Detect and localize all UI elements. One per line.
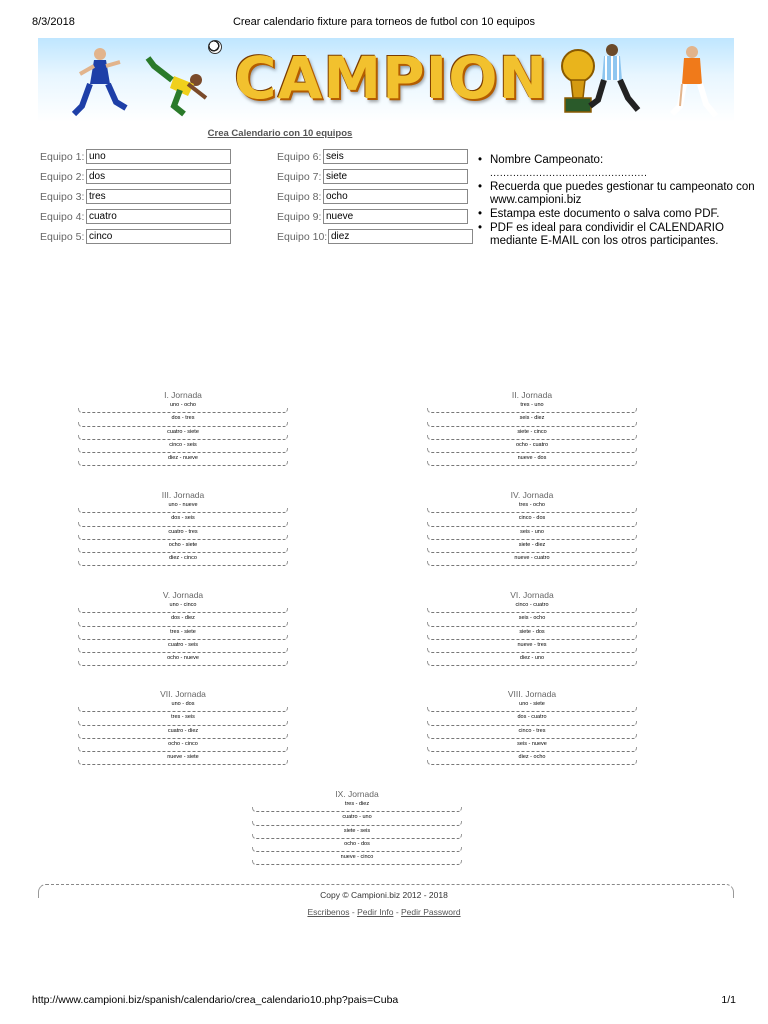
match-row: tres - ocho <box>427 501 637 514</box>
pedir-password-link[interactable]: Pedir Password <box>401 907 461 917</box>
match-row: cuatro - siete <box>78 428 288 441</box>
team-label: Equipo 9: <box>277 211 322 223</box>
match-row: siete - diez <box>427 541 637 554</box>
team-label: Equipo 8: <box>277 191 322 203</box>
team-7-input[interactable] <box>323 169 468 184</box>
team-label: Equipo 10: <box>277 231 328 243</box>
match-row: dos - seis <box>78 514 288 527</box>
print-footer <box>32 994 736 1008</box>
match-row: seis - uno <box>427 528 637 541</box>
team-10-input[interactable] <box>328 229 473 244</box>
match-row: uno - dos <box>78 700 288 713</box>
team-label: Equipo 6: <box>277 151 322 163</box>
match-row: nueve - cuatro <box>427 554 637 567</box>
team-label: Equipo 4: <box>40 211 85 223</box>
match-row: dos - tres <box>78 414 288 427</box>
footer-links <box>0 907 768 917</box>
jornada-1 <box>78 389 288 467</box>
match-row: tres - seis <box>78 713 288 726</box>
player-argentina-illustration <box>578 40 648 120</box>
jornada-title: II. Jornada <box>511 390 553 400</box>
jornada-title: V. Jornada <box>162 590 204 600</box>
match-row: diez - nueve <box>78 454 288 467</box>
info-item: • Estampa este documento o salva como PDF. <box>478 208 768 221</box>
team-row <box>277 229 477 245</box>
team-row <box>277 169 477 185</box>
match-row: tres - siete <box>78 628 288 641</box>
match-row: uno - nueve <box>78 501 288 514</box>
jornada-title: VI. Jornada <box>510 590 554 600</box>
match-row: nueve - tres <box>427 641 637 654</box>
match-row: dos - cuatro <box>427 713 637 726</box>
team-8-input[interactable] <box>323 189 468 204</box>
print-date: 8/3/2018 <box>32 16 75 28</box>
team-row <box>40 209 240 225</box>
campion-logo: CAMPION <box>233 44 549 112</box>
player-orange-illustration <box>658 42 728 120</box>
nombre-campeonato-label: Nombre Campeonato: <box>490 154 604 166</box>
match-row: cuatro - tres <box>78 528 288 541</box>
match-row: siete - seis <box>252 827 462 840</box>
team-4-input[interactable] <box>86 209 231 224</box>
match-row: ocho - cinco <box>78 740 288 753</box>
nombre-campeonato-dots: ................................................ <box>490 168 648 179</box>
match-row: ocho - nueve <box>78 654 288 667</box>
match-row: cuatro - diez <box>78 727 288 740</box>
jornada-title: I. Jornada <box>164 390 202 400</box>
match-row: seis - ocho <box>427 614 637 627</box>
info-item: • PDF es ideal para condividir el CALENDARIO mediante E-MAIL con los otros participantes. <box>478 222 768 248</box>
team-label: Equipo 3: <box>40 191 85 203</box>
match-row: uno - siete <box>427 700 637 713</box>
jornada-title: IX. Jornada <box>335 789 379 799</box>
escribenos-link[interactable]: Escribenos <box>307 907 350 917</box>
team-row <box>40 229 240 245</box>
team-1-input[interactable] <box>86 149 231 164</box>
pedir-info-link[interactable]: Pedir Info <box>357 907 394 917</box>
match-row: ocho - dos <box>252 840 462 853</box>
team-row <box>277 209 477 225</box>
section-title: Crea Calendario con 10 equipos <box>207 128 353 139</box>
match-row: ocho - cuatro <box>427 441 637 454</box>
match-row: diez - ocho <box>427 753 637 766</box>
match-row: tres - diez <box>252 800 462 813</box>
jornada-2 <box>427 389 637 467</box>
print-header <box>32 16 736 32</box>
team-6-input[interactable] <box>323 149 468 164</box>
jornada-title: IV. Jornada <box>510 490 554 500</box>
jornada-7 <box>78 688 288 766</box>
teams-form <box>40 149 480 249</box>
jornada-title: III. Jornada <box>161 490 205 500</box>
match-row: cuatro - uno <box>252 813 462 826</box>
jornada-8 <box>427 688 637 766</box>
team-label: Equipo 7: <box>277 171 322 183</box>
match-row: diez - uno <box>427 654 637 667</box>
match-row: seis - diez <box>427 414 637 427</box>
match-row: uno - cinco <box>78 601 288 614</box>
match-row: siete - dos <box>427 628 637 641</box>
print-title: Crear calendario fixture para torneos de futbol con 10 equipos <box>232 16 536 28</box>
team-row <box>40 189 240 205</box>
team-row <box>277 189 477 205</box>
jornada-6 <box>427 589 637 667</box>
jornada-title: VIII. Jornada <box>507 689 557 699</box>
match-row: cinco - cuatro <box>427 601 637 614</box>
team-5-input[interactable] <box>86 229 231 244</box>
team-label: Equipo 2: <box>40 171 85 183</box>
campion-banner[interactable] <box>38 38 734 122</box>
jornada-5 <box>78 589 288 667</box>
team-2-input[interactable] <box>86 169 231 184</box>
team-9-input[interactable] <box>323 209 468 224</box>
info-list <box>478 154 768 249</box>
team-label: Equipo 5: <box>40 231 85 243</box>
jornada-3 <box>78 489 288 567</box>
match-row: seis - nueve <box>427 740 637 753</box>
match-row: cuatro - seis <box>78 641 288 654</box>
jornada-title: VII. Jornada <box>160 689 206 699</box>
match-row: nueve - cinco <box>252 853 462 866</box>
copyright: Copy © Campioni.biz 2012 - 2018 <box>320 890 448 900</box>
team-row <box>40 169 240 185</box>
jornada-9 <box>252 788 462 866</box>
match-row: cinco - dos <box>427 514 637 527</box>
print-url: http://www.campioni.biz/spanish/calendario/crea_calendario10.php?pais=Cuba <box>32 994 399 1006</box>
page-number: 1/1 <box>721 994 736 1006</box>
match-row: siete - cinco <box>427 428 637 441</box>
match-row: dos - diez <box>78 614 288 627</box>
match-row: nueve - dos <box>427 454 637 467</box>
info-item: • Recuerda que puedes gestionar tu campeonato con www.campioni.biz <box>478 181 768 207</box>
link-separator: - <box>393 907 402 917</box>
player-left-illustration <box>60 44 130 120</box>
team-3-input[interactable] <box>86 189 231 204</box>
link-separator: - <box>349 907 358 917</box>
jornada-4 <box>427 489 637 567</box>
match-row: ocho - siete <box>78 541 288 554</box>
match-row: diez - cinco <box>78 554 288 567</box>
info-item-nombre <box>478 154 768 180</box>
match-row: cinco - tres <box>427 727 637 740</box>
match-row: nueve - siete <box>78 753 288 766</box>
match-row: uno - ocho <box>78 401 288 414</box>
football-icon <box>208 40 222 54</box>
match-row: tres - uno <box>427 401 637 414</box>
team-row <box>277 149 477 165</box>
team-label: Equipo 1: <box>40 151 85 163</box>
team-row <box>40 149 240 165</box>
match-row: cinco - seis <box>78 441 288 454</box>
